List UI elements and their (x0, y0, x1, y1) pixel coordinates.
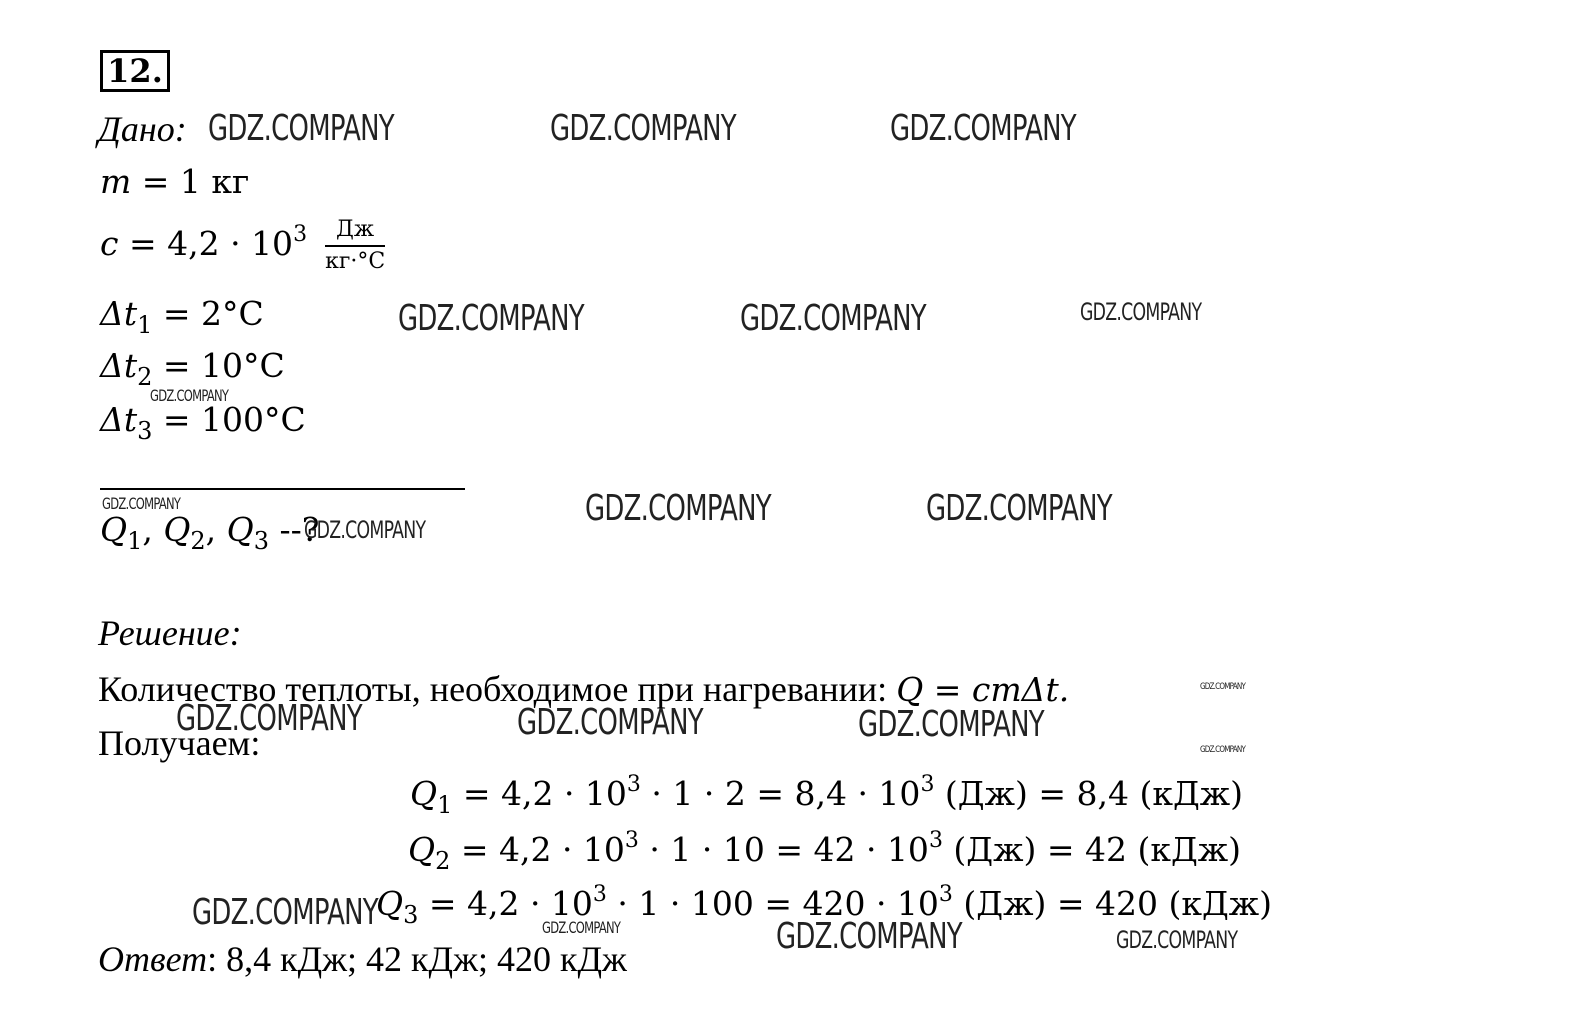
watermark: GDZ.COMPANY (176, 698, 362, 739)
given-label: Дано: (98, 109, 187, 149)
given-specific-heat: $c = 4,2 \cdot 10^3$ $\frac{Дж}{кг\cdot^\circ C}$ (100, 217, 386, 275)
unit-fraction: $\frac{Дж}{кг\cdot^\circ C}$ (325, 217, 386, 275)
watermark: GDZ.COMPANY (890, 108, 1076, 149)
watermark: GDZ.COMPANY (517, 702, 703, 743)
watermark: GDZ.COMPANY (740, 298, 926, 339)
given-dt3: $\Delta t_3 = 100^\circ C$ (100, 400, 306, 445)
watermark: GDZ.COMPANY (926, 488, 1112, 529)
watermark: GDZ.COMPANY (208, 108, 394, 149)
find-line: $Q_1$, $Q_2$, $Q_3$ --? (100, 510, 320, 555)
watermark: GDZ.COMPANY (585, 488, 771, 529)
watermark: GDZ.COMPANY (1200, 682, 1246, 692)
watermark: GDZ.COMPANY (150, 386, 229, 405)
watermark: GDZ.COMPANY (102, 494, 181, 513)
solution-line1: Количество теплоты, необходимое при нагревании: Q = cmΔt. (98, 669, 1070, 709)
solution-label: Решение: (98, 613, 242, 653)
watermark: GDZ.COMPANY (776, 916, 962, 957)
given-dt2: $\Delta t_2 = 10^\circ C$ (100, 346, 285, 391)
problem-number: 12. (100, 50, 170, 92)
given-dt1: $\Delta t_1 = 2^\circ C$ (100, 294, 264, 339)
given-separator (100, 488, 465, 490)
equation-q2: $Q_2 = 4,2 \cdot 10^3 \cdot 1 \cdot 10 = 42 \cdot 10^3$ (Дж) = 42 (кДж) (408, 828, 1242, 875)
solution-line2: Получаем: (98, 723, 261, 763)
watermark: GDZ.COMPANY (1080, 298, 1202, 326)
answer-line: Ответ: 8,4 кДж; 42 кДж; 420 кДж (98, 939, 627, 979)
watermark: GDZ.COMPANY (1200, 745, 1246, 755)
watermark: GDZ.COMPANY (550, 108, 736, 149)
equation-q1: $Q_1 = 4,2 \cdot 10^3 \cdot 1 \cdot 2 = 8,4 \cdot 10^3$ (Дж) = 8,4 (кДж) (410, 772, 1244, 819)
equation-q3: $Q_3 = 4,2 \cdot 10^3 \cdot 1 \cdot 100 = 420 \cdot 10^3$ (Дж) = 420 (кДж) (376, 882, 1273, 929)
watermark: GDZ.COMPANY (304, 516, 426, 544)
watermark: GDZ.COMPANY (542, 918, 621, 937)
watermark: GDZ.COMPANY (192, 892, 378, 933)
watermark: GDZ.COMPANY (858, 704, 1044, 745)
watermark: GDZ.COMPANY (398, 298, 584, 339)
given-mass: m = 1 кг (100, 162, 250, 201)
watermark: GDZ.COMPANY (1116, 926, 1238, 954)
